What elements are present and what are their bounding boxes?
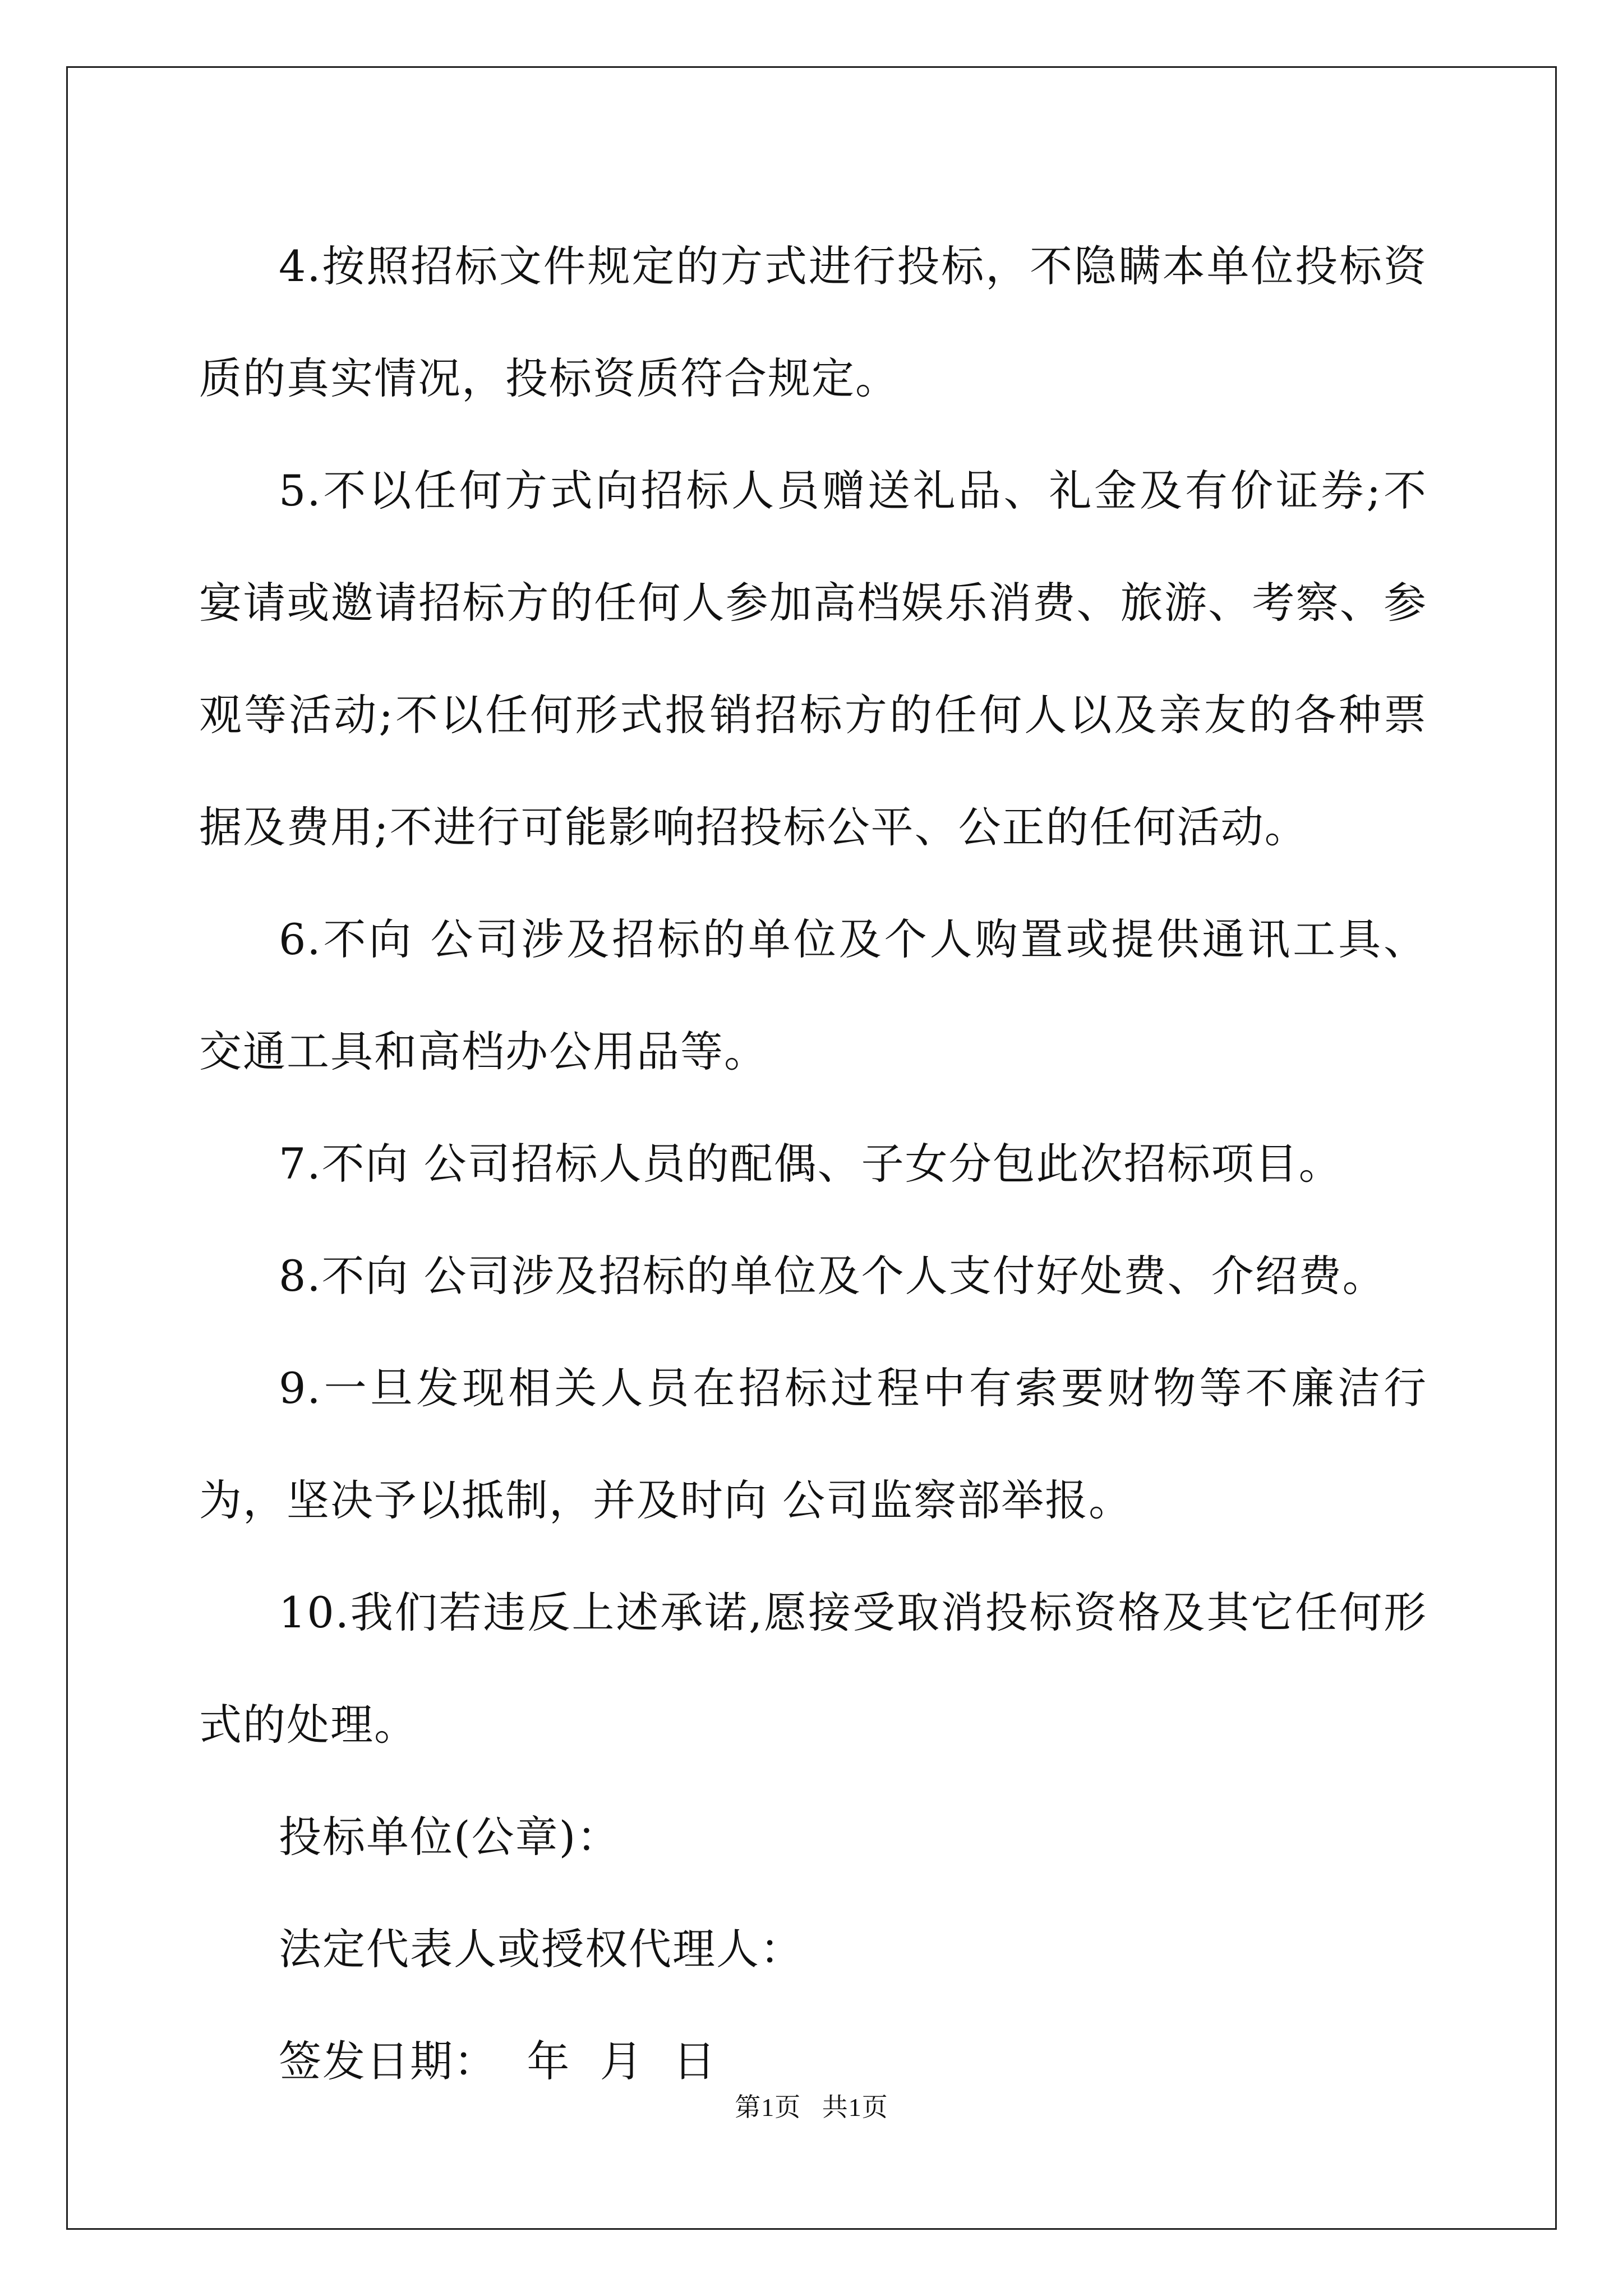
clause-6: 6.不向 公司涉及招标的单位及个人购置或提供通讯工具、交通工具和高档办公用品等。 [199, 914, 1427, 1076]
bidder-unit-line: 投标单位(公章)： [279, 1812, 621, 1862]
clause-8: 8.不向 公司涉及招标的单位及个人支付好处费、介绍费。 [279, 1251, 1386, 1301]
clause-7: 7.不向 公司招标人员的配偶、子女分包此次招标项目。 [279, 1139, 1343, 1189]
document-body [199, 210, 1427, 2118]
clause-9: 9.一旦发现相关人员在招标过程中有索要财物等不廉洁行为，坚决予以抵制，并及时向 公司监察部举报。 [199, 1363, 1427, 1525]
issue-date-line: 签发日期： 年 月 日 [279, 2036, 717, 2086]
representative-line: 法定代表人或授权代理人： [279, 1924, 804, 1974]
page-footer: 第1页 共1页 [735, 2093, 888, 2122]
clause-4: 4.按照招标文件规定的方式进行投标，不隐瞒本单位投标资质的真实情况，投标资质符合规定。 [199, 241, 1427, 403]
clause-5: 5.不以任何方式向招标人员赠送礼品、礼金及有价证券;不宴请或邀请招标方的任何人参加高档娱乐消费、旅游、考察、参观等活动;不以任何形式报销招标方的任何人以及亲友的各种票据及费用;不进行可能影响招投标公平、公正的任何活动。 [199, 466, 1427, 852]
clause-10: 10.我们若违反上述承诺,愿接受取消投标资格及其它任何形式的处理。 [199, 1588, 1427, 1750]
